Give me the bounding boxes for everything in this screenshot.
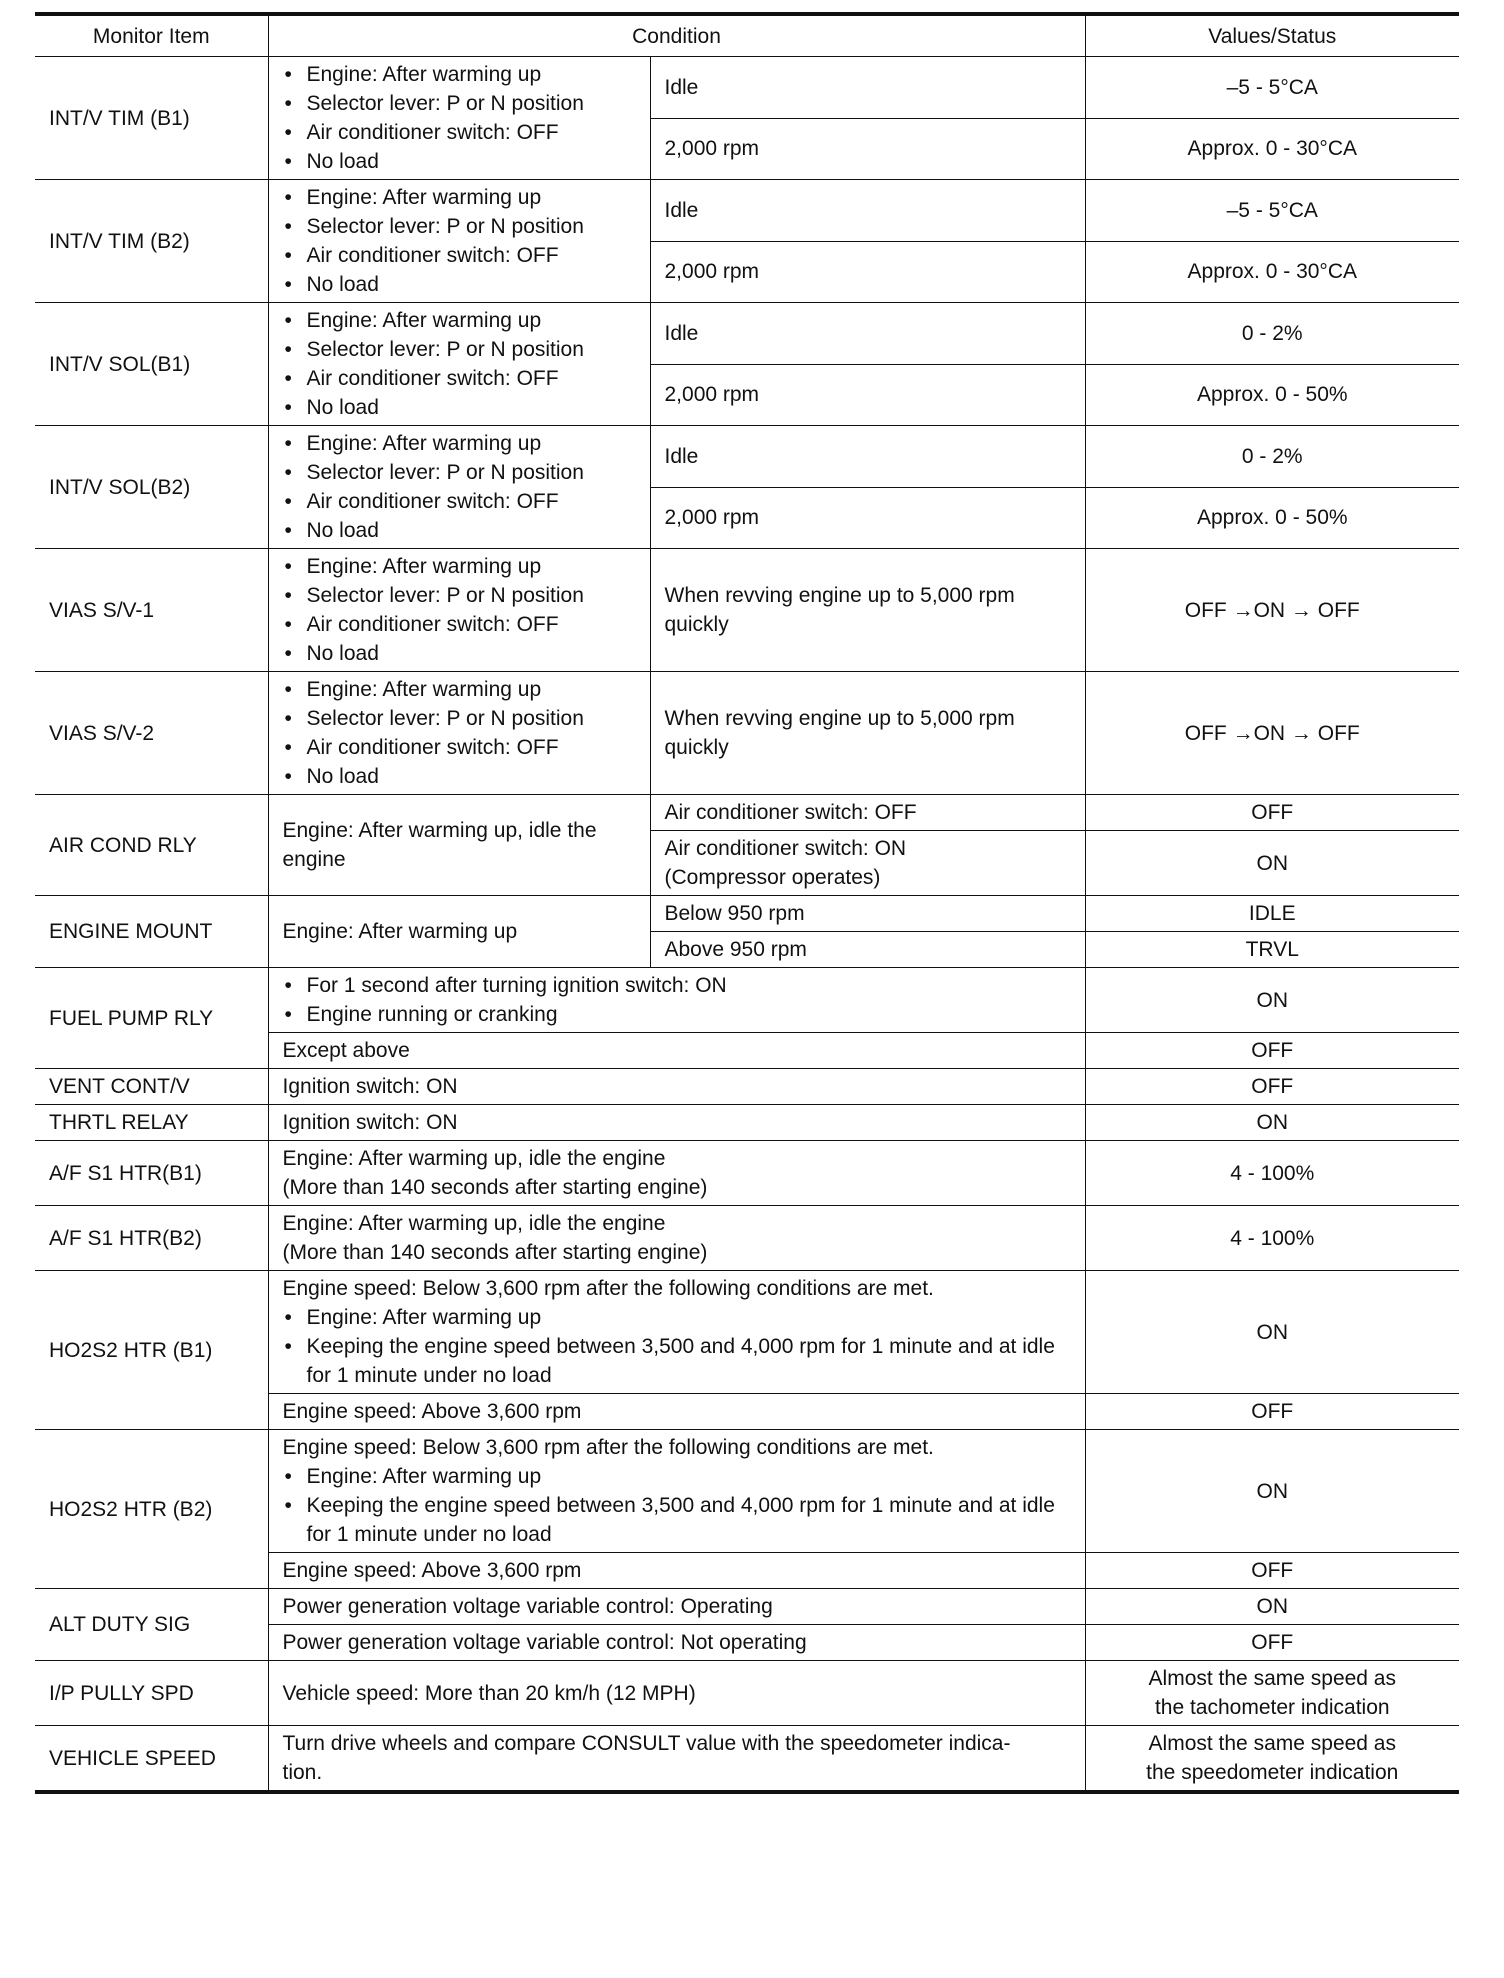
header-monitor-item: Monitor Item xyxy=(35,14,268,57)
condition-cell xyxy=(268,1589,1085,1625)
condition-line: Power generation voltage variable control: Not operating xyxy=(282,1631,807,1654)
table-row xyxy=(35,549,1459,672)
sub-condition-cell: When revving engine up to 5,000 rpm quickly xyxy=(650,672,1085,795)
condition-line: Engine speed: Above 3,600 rpm xyxy=(282,1400,582,1423)
value-cell: OFF xyxy=(1085,1553,1459,1589)
condition-cell xyxy=(268,1105,1085,1141)
table-row xyxy=(35,896,1459,932)
condition-line: Engine speed: Below 3,600 rpm after the following conditions are met. xyxy=(282,1277,934,1300)
condition-bullet: • No load xyxy=(283,393,636,422)
condition-bullet: • No load xyxy=(283,762,636,791)
condition-cell xyxy=(268,57,650,180)
value-cell: 4 - 100% xyxy=(1085,1206,1459,1271)
condition-bullet: • For 1 second after turning ignition switch: ON xyxy=(283,971,1071,1000)
condition-bullet: • Selector lever: P or N position xyxy=(283,581,636,610)
table-row xyxy=(35,1141,1459,1206)
sub-condition-line: (Compressor operates) xyxy=(664,866,881,889)
table-row xyxy=(35,426,1459,488)
table-body xyxy=(35,57,1459,1793)
table-row xyxy=(35,57,1459,119)
monitor-item-cell: ENGINE MOUNT xyxy=(35,896,268,968)
sub-condition-cell: Idle xyxy=(650,303,1085,365)
monitor-item-cell: INT/V TIM (B1) xyxy=(35,57,268,180)
value-line: Almost the same speed as xyxy=(1148,1732,1396,1755)
header-condition: Condition xyxy=(268,14,1085,57)
monitor-item-cell: FUEL PUMP RLY xyxy=(35,968,268,1069)
value-line: the speedometer indication xyxy=(1146,1761,1399,1784)
value-cell: ON xyxy=(1085,1430,1459,1553)
value-cell: 0 - 2% xyxy=(1085,303,1459,365)
value-line: the tachometer indication xyxy=(1154,1696,1390,1719)
sub-condition-cell: 2,000 rpm xyxy=(650,241,1085,303)
value-cell xyxy=(1085,1726,1459,1793)
monitor-item-cell: HO2S2 HTR (B2) xyxy=(35,1430,268,1589)
sub-condition-cell: Idle xyxy=(650,180,1085,242)
sub-condition-cell: 2,000 rpm xyxy=(650,118,1085,180)
condition-cell xyxy=(268,1625,1085,1661)
value-cell: Approx. 0 - 50% xyxy=(1085,487,1459,549)
condition-cell xyxy=(268,1271,1085,1394)
condition-cell xyxy=(268,896,650,968)
value-cell: Approx. 0 - 50% xyxy=(1085,364,1459,426)
condition-bullet: • Selector lever: P or N position xyxy=(283,704,636,733)
table-row xyxy=(35,1726,1459,1793)
monitor-item-cell: INT/V SOL(B2) xyxy=(35,426,268,549)
condition-bullet: • Air conditioner switch: OFF xyxy=(283,364,636,393)
condition-line: Power generation voltage variable control: Operating xyxy=(282,1595,773,1618)
value-cell: OFF xyxy=(1085,1625,1459,1661)
value-cell: OFF →ON → OFF xyxy=(1085,549,1459,672)
condition-cell xyxy=(268,1033,1085,1069)
value-cell: TRVL xyxy=(1085,932,1459,968)
condition-line: Ignition switch: ON xyxy=(282,1075,458,1098)
condition-cell xyxy=(268,795,650,896)
monitor-item-cell: INT/V TIM (B2) xyxy=(35,180,268,303)
condition-bullet: • Air conditioner switch: OFF xyxy=(283,733,636,762)
value-cell: ON xyxy=(1085,1589,1459,1625)
condition-bullet: • Air conditioner switch: OFF xyxy=(283,487,636,516)
value-cell: IDLE xyxy=(1085,896,1459,932)
table-row xyxy=(35,1069,1459,1105)
value-cell: –5 - 5°CA xyxy=(1085,180,1459,242)
sub-condition-cell: Air conditioner switch: OFF xyxy=(650,795,1085,831)
monitor-item-cell: VEHICLE SPEED xyxy=(35,1726,268,1793)
monitor-item-cell: AIR COND RLY xyxy=(35,795,268,896)
sub-condition-cell: When revving engine up to 5,000 rpm quickly xyxy=(650,549,1085,672)
condition-cell xyxy=(268,672,650,795)
condition-bullet: • Air conditioner switch: OFF xyxy=(283,241,636,270)
condition-cell xyxy=(268,1069,1085,1105)
condition-cell xyxy=(268,180,650,303)
table-row xyxy=(35,1430,1459,1553)
monitor-item-cell: VENT CONT/V xyxy=(35,1069,268,1105)
monitor-item-cell: A/F S1 HTR(B1) xyxy=(35,1141,268,1206)
condition-cell xyxy=(268,303,650,426)
condition-line: (More than 140 seconds after starting engine) xyxy=(282,1176,708,1199)
condition-bullet: • Engine: After warming up xyxy=(283,552,636,581)
condition-line: Except above xyxy=(282,1039,410,1062)
condition-line: Ignition switch: ON xyxy=(282,1111,458,1134)
sub-condition-cell xyxy=(650,831,1085,896)
monitor-item-cell: VIAS S/V-1 xyxy=(35,549,268,672)
table-row xyxy=(35,180,1459,242)
value-cell: ON xyxy=(1085,968,1459,1033)
table-row xyxy=(35,672,1459,795)
condition-cell xyxy=(268,1141,1085,1206)
condition-bullet: • Engine: After warming up xyxy=(283,306,636,335)
monitor-item-cell: INT/V SOL(B1) xyxy=(35,303,268,426)
condition-text: Engine: After warming up xyxy=(282,920,518,943)
table-row xyxy=(35,968,1459,1033)
condition-line: (More than 140 seconds after starting engine) xyxy=(282,1241,708,1264)
value-cell: 4 - 100% xyxy=(1085,1141,1459,1206)
monitor-item-cell: ALT DUTY SIG xyxy=(35,1589,268,1661)
table-row xyxy=(35,1589,1459,1625)
value-cell: 0 - 2% xyxy=(1085,426,1459,488)
condition-bullet: • Keeping the engine speed between 3,500 and 4,000 rpm for 1 minute and at idle for 1 minute under no load xyxy=(283,1491,1071,1549)
table-header-row xyxy=(35,14,1459,57)
monitor-item-page xyxy=(35,12,1459,1794)
condition-cell xyxy=(268,1206,1085,1271)
condition-bullet: • Engine: After warming up xyxy=(283,1303,1071,1332)
condition-cell xyxy=(268,1726,1085,1793)
table-row xyxy=(35,1105,1459,1141)
monitor-item-cell: I/P PULLY SPD xyxy=(35,1661,268,1726)
sub-condition-cell: Idle xyxy=(650,426,1085,488)
condition-bullet: • No load xyxy=(283,516,636,545)
condition-cell xyxy=(268,1661,1085,1726)
value-cell: OFF xyxy=(1085,1394,1459,1430)
monitor-item-cell: THRTL RELAY xyxy=(35,1105,268,1141)
condition-bullet: • Selector lever: P or N position xyxy=(283,89,636,118)
value-cell: ON xyxy=(1085,1271,1459,1394)
header-values-status: Values/Status xyxy=(1085,14,1459,57)
condition-bullet: • Engine: After warming up xyxy=(283,183,636,212)
condition-bullet: • Selector lever: P or N position xyxy=(283,212,636,241)
condition-line: tion. xyxy=(282,1761,323,1784)
condition-bullet: • No load xyxy=(283,147,636,176)
table-row xyxy=(35,1206,1459,1271)
condition-cell xyxy=(268,1430,1085,1553)
sub-condition-cell: Above 950 rpm xyxy=(650,932,1085,968)
condition-bullet: • No load xyxy=(283,270,636,299)
condition-bullet: • Keeping the engine speed between 3,500 and 4,000 rpm for 1 minute and at idle for 1 minute under no load xyxy=(283,1332,1071,1390)
condition-cell xyxy=(268,549,650,672)
condition-bullet: • Selector lever: P or N position xyxy=(283,458,636,487)
value-cell: –5 - 5°CA xyxy=(1085,57,1459,119)
sub-condition-cell: 2,000 rpm xyxy=(650,364,1085,426)
condition-bullet: • Selector lever: P or N position xyxy=(283,335,636,364)
value-cell: Approx. 0 - 30°CA xyxy=(1085,118,1459,180)
monitor-item-cell: A/F S1 HTR(B2) xyxy=(35,1206,268,1271)
condition-cell xyxy=(268,426,650,549)
condition-bullet: • Engine: After warming up xyxy=(283,60,636,89)
condition-cell xyxy=(268,1553,1085,1589)
value-cell: ON xyxy=(1085,831,1459,896)
condition-bullet: • Engine: After warming up xyxy=(283,1462,1071,1491)
sub-condition-cell: Below 950 rpm xyxy=(650,896,1085,932)
sub-condition-cell: Idle xyxy=(650,57,1085,119)
sub-condition-line: Air conditioner switch: ON xyxy=(664,837,907,860)
condition-line: Turn drive wheels and compare CONSULT value with the speedometer indica- xyxy=(282,1732,1011,1755)
condition-line: Engine speed: Below 3,600 rpm after the following conditions are met. xyxy=(282,1436,934,1459)
condition-line: Engine: After warming up, idle the engine xyxy=(282,1147,666,1170)
condition-line: Vehicle speed: More than 20 km/h (12 MPH) xyxy=(282,1681,696,1705)
condition-line: Engine: After warming up, idle the engine xyxy=(282,1212,666,1235)
condition-cell xyxy=(268,968,1085,1033)
condition-bullet: • Air conditioner switch: OFF xyxy=(283,610,636,639)
monitor-item-cell: HO2S2 HTR (B1) xyxy=(35,1271,268,1430)
value-cell: Approx. 0 - 30°CA xyxy=(1085,241,1459,303)
condition-bullet: • Air conditioner switch: OFF xyxy=(283,118,636,147)
sub-condition-cell: 2,000 rpm xyxy=(650,487,1085,549)
value-cell: OFF xyxy=(1085,795,1459,831)
table-row xyxy=(35,795,1459,831)
value-cell: ON xyxy=(1085,1105,1459,1141)
condition-bullet: • Engine running or cranking xyxy=(283,1000,1071,1029)
condition-text: Engine: After warming up, idle the engine xyxy=(282,819,597,871)
value-cell: OFF xyxy=(1085,1069,1459,1105)
value-cell: OFF xyxy=(1085,1033,1459,1069)
value-cell xyxy=(1085,1661,1459,1726)
table-row xyxy=(35,303,1459,365)
condition-bullet: • Engine: After warming up xyxy=(283,675,636,704)
condition-cell xyxy=(268,1394,1085,1430)
condition-line: Engine speed: Above 3,600 rpm xyxy=(282,1559,582,1582)
condition-bullet: • No load xyxy=(283,639,636,668)
condition-bullet: • Engine: After warming up xyxy=(283,429,636,458)
monitor-item-cell: VIAS S/V-2 xyxy=(35,672,268,795)
table-row xyxy=(35,1661,1459,1726)
value-line: Almost the same speed as xyxy=(1148,1667,1396,1690)
value-cell: OFF →ON → OFF xyxy=(1085,672,1459,795)
monitor-item-table xyxy=(35,12,1459,1794)
table-row xyxy=(35,1271,1459,1394)
